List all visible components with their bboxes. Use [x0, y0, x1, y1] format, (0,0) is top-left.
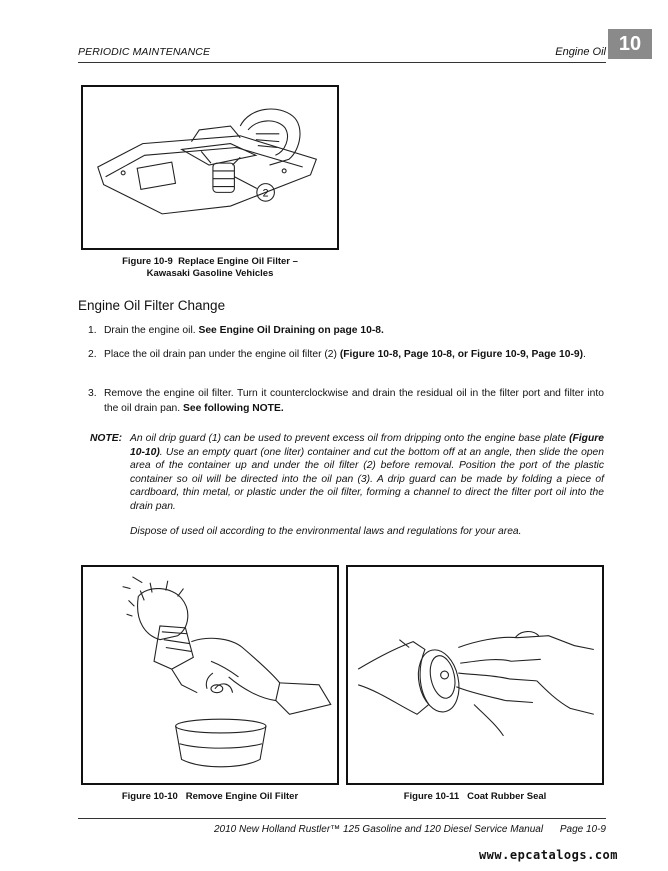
note-label: NOTE:: [90, 433, 123, 444]
note-reference: (Figure 10-10): [130, 433, 604, 458]
figure-10-11-caption-text: Coat Rubber Seal: [467, 791, 547, 802]
dispose-instruction: Dispose of used oil according to the environmental laws and regulations for your area.: [130, 526, 522, 537]
chapter-tab: 10: [608, 29, 652, 59]
coat-rubber-seal-drawing: [348, 567, 602, 783]
section-title: Engine Oil Filter Change: [78, 298, 226, 313]
step-2-reference: (Figure 10-8, Page 10-8, or Figure 10-9, Page 10-9): [339, 349, 584, 360]
figure-10-9-number: Figure 10-9: [122, 256, 173, 267]
figure-10-9-caption-line1: Replace Engine Oil Filter –: [178, 256, 298, 267]
engine-oil-filter-drawing: [83, 87, 337, 248]
figure-10-9-caption-line2: Kawasaki Gasoline Vehicles: [146, 268, 274, 279]
step-1-number: 1.: [88, 325, 97, 336]
figure-10-10-number: Figure 10-10: [121, 791, 178, 802]
figure-10-9-illustration: [81, 85, 339, 250]
figure-10-10-caption: [81, 791, 339, 803]
footer-manual-title: 2010 New Holland Rustler™ 125 Gasoline and 120 Diesel Service Manual: [214, 824, 544, 835]
note-block: [90, 432, 604, 514]
note-text-part1: An oil drip guard (1) can be used to prevent excess oil from dripping onto the engine base plate: [130, 433, 570, 444]
remove-oil-filter-drawing: [83, 567, 337, 783]
step-1: [88, 324, 604, 339]
callout-2: 2: [262, 187, 269, 200]
step-2-number: 2.: [88, 349, 97, 360]
step-3: [88, 387, 604, 416]
running-header-topic: Engine Oil: [555, 46, 606, 58]
note-text-part2: . Use an empty quart (one liter) container and cut the bottom off at an angle, then slide the open area of the container up and under the oil filter (2) before removal. Position the port of the plastic container so oil will be directed into the oil pan (3). A drip guard can be made by folding a piece of cardboard, thin metal, or plastic under the oil filter, forming a channel to direct the filter port oil into the drain pan.: [130, 446, 604, 512]
step-1-text: Drain the engine oil.: [104, 325, 199, 336]
footer-rule: [78, 818, 606, 819]
figure-10-9-caption: [81, 256, 339, 280]
running-header-section: PERIODIC MAINTENANCE: [78, 46, 211, 58]
step-2-tail: .: [583, 349, 586, 360]
step-3-number: 3.: [88, 388, 97, 399]
header-rule: [78, 62, 606, 63]
figure-10-11-number: Figure 10-11: [403, 791, 460, 802]
watermark: www.epcatalogs.com: [478, 848, 618, 862]
step-3-reference: See following NOTE.: [183, 402, 284, 414]
figure-10-10-illustration: [81, 565, 339, 785]
figure-10-11-illustration: [346, 565, 604, 785]
figure-10-11-caption: [346, 791, 604, 803]
figure-10-10-caption-text: Remove Engine Oil Filter: [185, 791, 299, 802]
step-1-reference: See Engine Oil Draining on page 10-8.: [198, 325, 384, 336]
step-2-text: Place the oil drain pan under the engine oil filter (2): [104, 349, 340, 360]
step-2: [88, 348, 604, 363]
step-3-text: Remove the engine oil filter. Turn it counterclockwise and drain the residual oil in the filter port and filter into the oil drain pan.: [104, 388, 604, 414]
footer-page-number: Page 10-9: [559, 824, 606, 835]
